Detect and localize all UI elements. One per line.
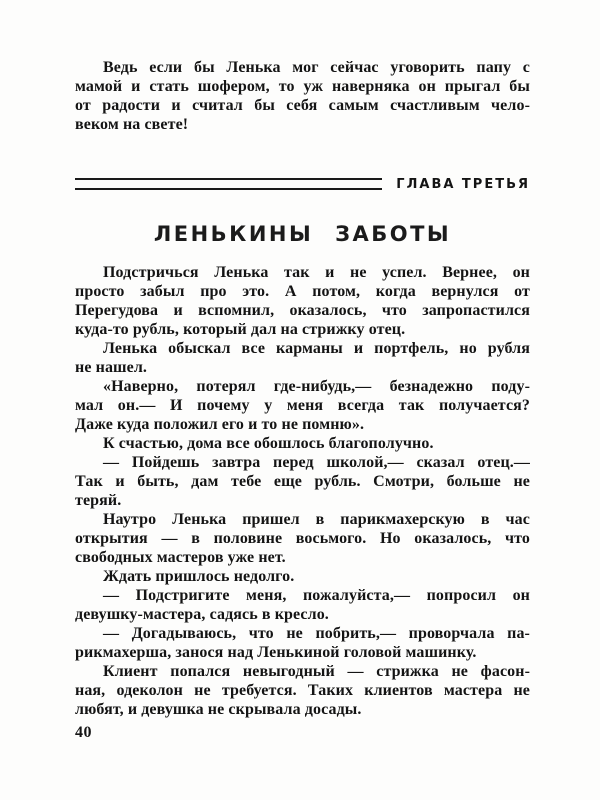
text-line: Подстричься Ленька так и не успел. Вернее, он: [103, 264, 530, 281]
text-line: ная, одеколон не требуется. Таких клиентов мастера не: [75, 682, 530, 699]
text-line: рикмахерша, занося над Ленькиной головой машинку.: [75, 644, 477, 661]
paragraph: [75, 434, 530, 453]
intro-paragraph-container: [75, 58, 530, 134]
text-line: Так и быть, дам тебе еще рубль. Смотри, больше не: [75, 473, 530, 490]
paragraph: [75, 58, 530, 134]
text-line: — Догадываюсь, что не побрить,— проворчала па-: [103, 625, 530, 642]
chapter-heading: ГЛАВА ТРЕТЬЯ: [396, 176, 530, 192]
text-line: мал он.— И почему у меня всегда так получается?: [75, 397, 530, 414]
text-line: — Пойдешь завтра перед школой,— сказал отец.—: [103, 454, 530, 471]
paragraph: [75, 377, 530, 434]
text-line: свободных мастеров уже нет.: [75, 549, 286, 566]
text-line: теряй.: [75, 492, 122, 509]
paragraph: [75, 510, 530, 567]
text-line: не нашел.: [75, 359, 148, 376]
paragraph: [75, 624, 530, 662]
text-line: Наутро Ленька пришел в парикмахерскую в час: [103, 511, 530, 528]
paragraph: [75, 453, 530, 510]
paragraph: [75, 567, 530, 586]
text-line: Перегудова и вспомнил, оказалось, что запропастился: [75, 302, 530, 319]
section-title: ЛЕНЬКИНЫ ЗАБОТЫ: [153, 222, 452, 246]
text-line: просто забыл про это. А потом, когда вернулся от: [75, 283, 530, 300]
text-line: «Наверно, потерял где-нибудь,— безнадежно поду-: [103, 378, 530, 395]
page-number: 40: [75, 724, 92, 741]
text-line: девушку-мастера, садясь в кресло.: [75, 606, 329, 623]
paragraph: [75, 662, 530, 719]
chapter-heading-row: [75, 176, 530, 192]
body-text-container: [75, 263, 530, 719]
text-line: Ведь если бы Ленька мог сейчас уговорить папу с: [103, 59, 530, 76]
chapter-divider-rule: [75, 178, 382, 190]
text-line: Клиент попался невыгодный — стрижка не фасон-: [103, 663, 530, 680]
text-line: любят, и девушка не скрывала досады.: [75, 701, 362, 718]
text-line: открытия — в половине восьмого. Но оказалось, что: [75, 530, 530, 547]
text-line: Ждать пришлось недолго.: [103, 568, 295, 585]
text-line: Даже куда положил его и то не помню».: [75, 416, 365, 433]
text-line: куда-то рубль, который дал на стрижку отец.: [75, 321, 406, 338]
text-line: К счастью, дома все обошлось благополучно.: [103, 435, 434, 452]
text-line: Ленька обыскал все карманы и портфель, но рубля: [103, 340, 530, 357]
paragraph: [75, 586, 530, 624]
text-line: веком на свете!: [75, 116, 189, 133]
paragraph: [75, 339, 530, 377]
text-line: — Подстригите меня, пожалуйста,— попросил он: [103, 587, 530, 604]
text-line: мамой и стать шофером, то уж наверняка он прыгал бы: [75, 78, 530, 95]
text-line: от радости и считал бы себя самым счастливым чело-: [75, 97, 530, 114]
paragraph: [75, 263, 530, 339]
